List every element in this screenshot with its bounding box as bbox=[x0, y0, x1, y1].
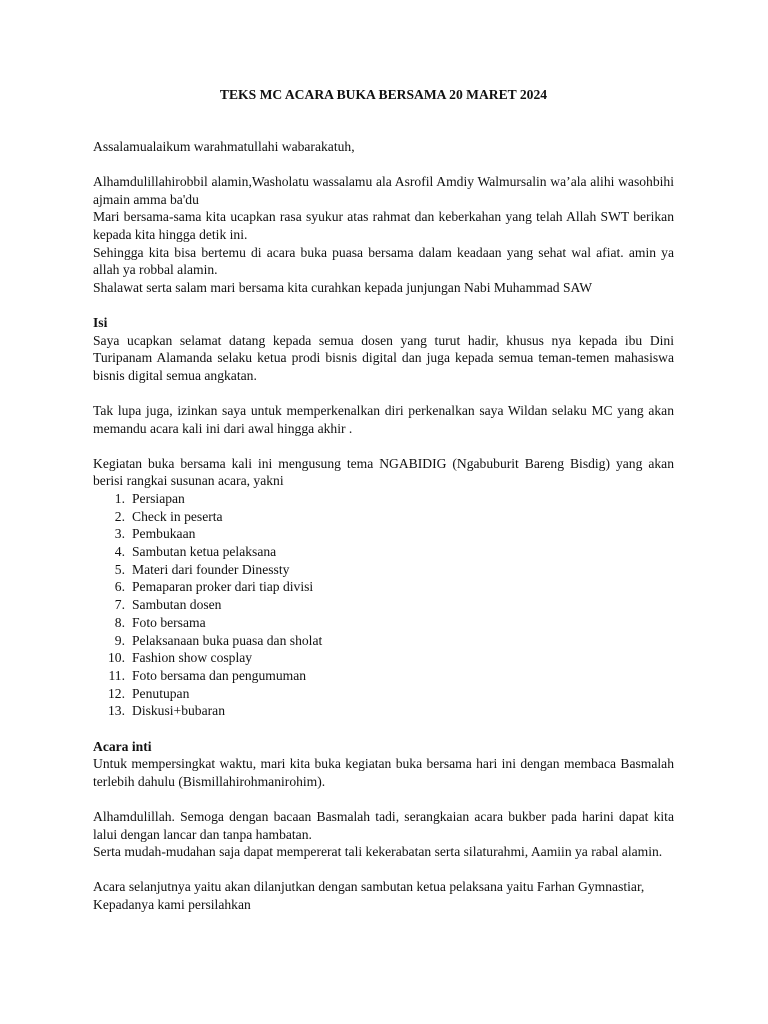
opening-paragraph-4: Shalawat serta salam mari bersama kita curahkan kepada junjungan Nabi Muhammad SAW bbox=[93, 279, 593, 295]
agenda-item-text: Sambutan ketua pelaksana bbox=[132, 543, 277, 559]
opening-paragraph-1: Alhamdulillahirobbil alamin,Washolatu wassalamu ala Asrofil Amdiy Walmursalin wa’ala alihi wasohbihi ajmain amma ba'du bbox=[93, 174, 674, 207]
agenda-item-text: Sambutan dosen bbox=[132, 597, 222, 613]
spacer bbox=[93, 384, 674, 402]
agenda-item bbox=[93, 649, 674, 667]
agenda-item-number: 4. bbox=[114, 543, 125, 559]
agenda-item-number: 13. bbox=[108, 703, 125, 719]
agenda-item-number: 12. bbox=[108, 685, 125, 701]
agenda-intro-paragraph: Kegiatan buka bersama kali ini mengusung tema NGABIDIG (Ngabuburit Bareng Bisdig) yang akan berisi rangkai susunan acara, yakni bbox=[93, 455, 674, 489]
agenda-item-text: Penutupan bbox=[132, 685, 190, 701]
mc-intro-paragraph: Tak lupa juga, izinkan saya untuk memperkenalkan diri perkenalkan saya Wildan selaku MC yang akan memandu acara kali ini dari awal hingga akhir . bbox=[93, 402, 674, 436]
silaturahmi-paragraph: Serta mudah-mudahan saja dapat mempererat tali kekerabatan serta silaturahmi, Aamiin ya rabal alamin. bbox=[93, 844, 663, 860]
greeting: Assalamualaikum warahmatullahi wabarakatuh, bbox=[93, 139, 355, 154]
agenda-item bbox=[93, 685, 674, 703]
section-heading-isi: Isi bbox=[93, 314, 108, 330]
next-agenda-line-2: Kepadanya kami persilahkan bbox=[93, 896, 251, 912]
agenda-item bbox=[93, 508, 674, 526]
welcome-paragraph: Saya ucapkan selamat datang kepada semua dosen yang turut hadir, khusus nya kepada ibu Dini Turipanam Alamanda selaku ketua prodi bisnis digital dan juga kepada semua teman-temen mahasiswa bisnis digital semua angkatan. bbox=[93, 332, 674, 383]
agenda-item-number: 10. bbox=[108, 650, 125, 666]
spacer bbox=[93, 861, 674, 879]
agenda-item-text: Persiapan bbox=[132, 490, 185, 506]
agenda-item bbox=[93, 596, 674, 614]
agenda-item-text: Pembukaan bbox=[132, 526, 196, 542]
agenda-item-text: Fashion show cosplay bbox=[132, 650, 253, 666]
agenda-item-number: 9. bbox=[114, 632, 125, 648]
document-title: TEKS MC ACARA BUKA BERSAMA 20 MARET 2024 bbox=[219, 87, 548, 102]
agenda-item-text: Materi dari founder Dinessty bbox=[132, 561, 290, 577]
agenda-item-number: 1. bbox=[114, 490, 125, 506]
agenda-item-text: Diskusi+bubaran bbox=[132, 703, 225, 719]
agenda-item-number: 11. bbox=[108, 667, 125, 683]
agenda-list bbox=[93, 490, 674, 720]
spacer bbox=[93, 156, 674, 174]
agenda-item-number: 3. bbox=[114, 526, 125, 542]
agenda-item-number: 2. bbox=[114, 508, 125, 524]
spacer bbox=[93, 296, 674, 314]
agenda-item-text: Foto bersama bbox=[132, 614, 206, 630]
agenda-item-number: 6. bbox=[114, 579, 125, 595]
agenda-item-number: 5. bbox=[114, 561, 125, 577]
section-heading-acara-inti: Acara inti bbox=[93, 738, 152, 754]
basmalah-paragraph: Untuk mempersingkat waktu, mari kita buka kegiatan buka bersama hari ini dengan membaca Basmalah terlebih dahulu (Bismillahirohmanirohim). bbox=[93, 756, 674, 789]
opening-paragraph-3: Sehingga kita bisa bertemu di acara buka puasa bersama dalam keadaan yang sehat wal afiat. amin ya allah ya robbal alamin. bbox=[93, 244, 674, 278]
agenda-item-text: Pemaparan proker dari tiap divisi bbox=[132, 579, 314, 595]
next-agenda-line-1: Acara selanjutnya yaitu akan dilanjutkan dengan sambutan ketua pelaksana yaitu Farhan Gymnastiar, bbox=[93, 879, 645, 895]
agenda-item bbox=[93, 578, 674, 596]
agenda-item-number: 7. bbox=[114, 597, 125, 613]
agenda-item bbox=[93, 543, 674, 561]
spacer bbox=[93, 720, 674, 738]
agenda-item bbox=[93, 561, 674, 579]
opening-paragraph-2: Mari bersama-sama kita ucapkan rasa syukur atas rahmat dan keberkahan yang telah Allah SWT berikan kepada kita hingga detik ini. bbox=[93, 209, 674, 242]
alhamdulillah-paragraph: Alhamdulillah. Semoga dengan bacaan Basmalah tadi, serangkaian acara bukber pada harini dapat kita lalui dengan lancar dan tanpa hambatan. bbox=[93, 808, 674, 842]
agenda-item bbox=[93, 632, 674, 650]
agenda-item-text: Pelaksanaan buka puasa dan sholat bbox=[132, 632, 323, 648]
agenda-item-text: Check in peserta bbox=[132, 508, 223, 524]
spacer bbox=[93, 790, 674, 808]
agenda-item-number: 8. bbox=[114, 614, 125, 630]
agenda-item bbox=[93, 525, 674, 543]
agenda-item bbox=[93, 614, 674, 632]
agenda-item-text: Foto bersama dan pengumuman bbox=[132, 667, 307, 683]
agenda-item bbox=[93, 490, 674, 508]
agenda-item bbox=[93, 702, 674, 720]
spacer bbox=[93, 437, 674, 455]
agenda-item bbox=[93, 667, 674, 685]
